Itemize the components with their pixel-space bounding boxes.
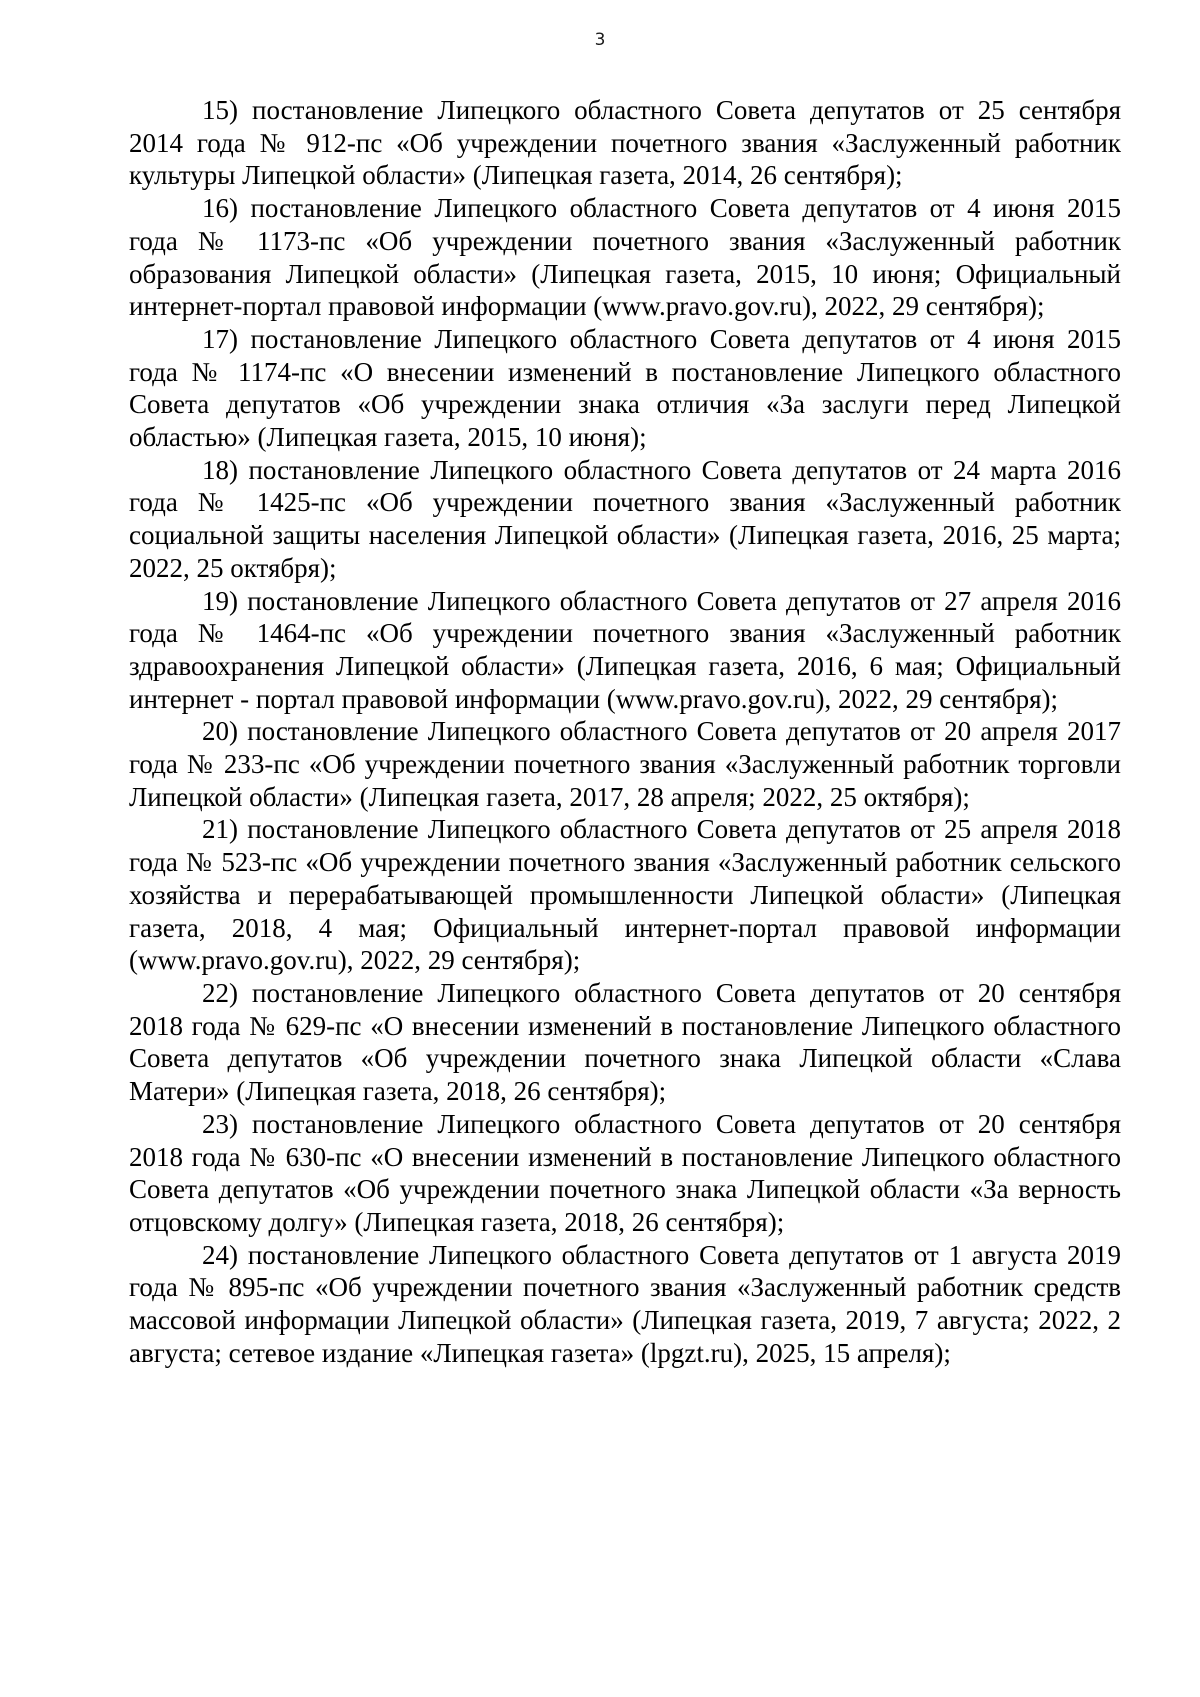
list-item [129,715,1121,813]
item-number: 19) [202,585,238,616]
item-text: постановление Липецкого областного Совета депутатов от 20 сентября 2018 года № 629-пс «О внесении изменений в постановление Липецкого областного Совета депутатов «Об учреждении почетного знака Липецкой области «Слава Матери» (Липецкая газета, 2018, 26 сентября); [129,977,1122,1107]
item-text: постановление Липецкого областного Совета депутатов от 24 марта 2016 года № 1425-пс «Об учреждении почетного звания «Заслуженный работник социальной защиты населения Липецкой области» (Липецкая газета, 2016, 25 марта; 2022, 25 октября); [129,454,1122,583]
list-item [129,1108,1121,1239]
item-number: 18) [202,454,238,485]
document-body [129,94,1121,1369]
list-item [129,1239,1121,1370]
item-number: 24) [202,1239,238,1270]
page-number: 3 [594,30,606,50]
item-text: постановление Липецкого областного Совета депутатов от 25 апреля 2018 года № 523-пс «Об учреждении почетного звания «Заслуженный работник сельского хозяйства и перерабатывающей промышленности Липецкой области» (Липецкая газета, 2018, 4 мая; Официальный интернет-портал правовой информации (www.pravo.gov.ru), 2022, 29 сентября); [129,814,1122,976]
item-text: постановление Липецкого областного Совета депутатов от 20 апреля 2017 года № 233-пс «Об учреждении почетного звания «Заслуженный работник торговли Липецкой области» (Липецкая газета, 2017, 28 апреля; 2022, 25 октября); [129,716,1122,812]
item-number: 23) [202,1108,238,1139]
item-number: 20) [202,716,238,747]
list-item [129,94,1121,192]
list-item [129,977,1121,1108]
list-item [129,585,1121,716]
item-text: постановление Липецкого областного Совета депутатов от 1 августа 2019 года № 895-пс «Об учреждении почетного звания «Заслуженный работник средств массовой информации Липецкой области» (Липецкая газета, 2019, 7 августа; 2022, 2 августа; сетевое издание «Липецкая газета» (lpgzt.ru), 2025, 15 апреля); [129,1239,1122,1368]
item-text: постановление Липецкого областного Совета депутатов от 4 июня 2015 года № 1174-пс «О внесении изменений в постановление Липецкого областного Совета депутатов «Об учреждении знака отличия «За заслуги перед Липецкой областью» (Липецкая газета, 2015, 10 июня); [129,323,1122,453]
item-number: 22) [202,977,238,1008]
item-number: 17) [202,323,238,354]
list-item [129,454,1121,585]
item-number: 16) [202,193,238,224]
list-item [129,192,1121,323]
item-text: постановление Липецкого областного Совета депутатов от 4 июня 2015 года № 1173-пс «Об учреждении почетного звания «Заслуженный работник образования Липецкой области» (Липецкая газета, 2015, 10 июня; Официальный интернет-портал правовой информации (www.pravo.gov.ru), 2022, 29 сентября); [129,193,1122,322]
list-item [129,813,1121,977]
list-item [129,323,1121,454]
item-text: постановление Липецкого областного Совета депутатов от 27 апреля 2016 года № 1464-пс «Об учреждении почетного звания «Заслуженный работник здравоохранения Липецкой области» (Липецкая газета, 2016, 6 мая; Официальный интернет - портал правовой информации (www.pravo.gov.ru), 2022, 29 сентября); [129,585,1122,714]
item-text: постановление Липецкого областного Совета депутатов от 25 сентября 2014 года № 912-пс «Об учреждении почетного звания «Заслуженный работник культуры Липецкой области» (Липецкая газета, 2014, 26 сентября); [129,95,1122,191]
item-number: 15) [202,95,238,125]
item-number: 21) [202,814,238,845]
item-text: постановление Липецкого областного Совета депутатов от 20 сентября 2018 года № 630-пс «О внесении изменений в постановление Липецкого областного Совета депутатов «Об учреждении почетного знака Липецкой области «За верность отцовскому долгу» (Липецкая газета, 2018, 26 сентября); [129,1108,1122,1237]
